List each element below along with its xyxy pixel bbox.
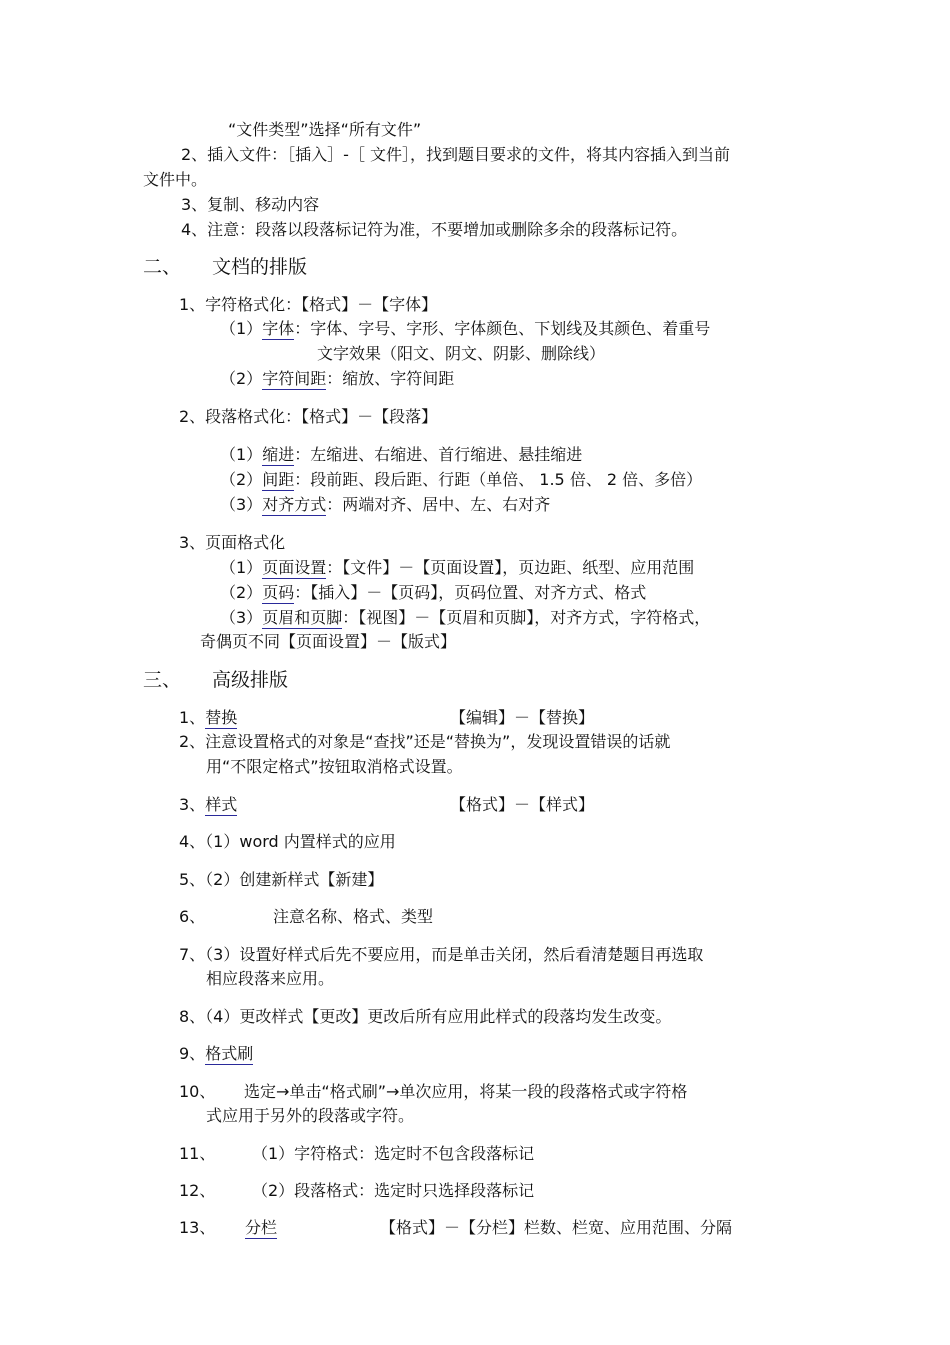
text-line: （2）页码：【插入】－【页码】，页码位置、对齐方式、格式 [220, 583, 647, 602]
menu-path: 【格式】－【分栏】栏数、栏宽、应用范围、分隔 [380, 1218, 733, 1237]
underlined-term: 字符间距 [262, 369, 327, 388]
underlined-term: 格式刷 [205, 1044, 254, 1063]
text-line: 7、（3）设置好样式后先不要应用，而是单击关闭，然后看清楚题目再选取 [179, 945, 704, 964]
text-line: 2、注意设置格式的对象是“查找”还是“替换为”，发现设置错误的话就 [179, 732, 671, 751]
text-line: 文件中。 [143, 170, 208, 189]
text-line: 3、复制、移动内容 [181, 195, 320, 214]
text-line: 1、替换 [179, 708, 238, 727]
underlined-term: 字体 [262, 319, 295, 338]
text-line: 奇偶页不同【页面设置】－【版式】 [200, 632, 457, 651]
section-heading: 高级排版 [212, 669, 289, 691]
text-line: “文件类型”选择“所有文件” [228, 120, 422, 139]
text-line: （1）页面设置：【文件】－【页面设置】，页边距、纸型、应用范围 [220, 558, 695, 577]
underlined-term: 缩进 [262, 445, 295, 464]
text-line: 9、格式刷 [179, 1044, 254, 1063]
text-line: 1、字符格式化：【格式】－【字体】 [179, 295, 438, 314]
text-line: 6、 [179, 907, 206, 926]
text-line: 13、 [179, 1218, 216, 1237]
text-line: 2、段落格式化：【格式】－【段落】 [179, 407, 438, 426]
text-line: 2、插入文件：［插入］-［ 文件］，找到题目要求的文件，将其内容插入到当前 [181, 145, 731, 164]
menu-path: 【编辑】－【替换】 [450, 708, 595, 727]
text-line: 8、（4）更改样式【更改】更改后所有应用此样式的段落均发生改变。 [179, 1007, 672, 1026]
text-line: 4、注意：段落以段落标记符为准，不要增加或删除多余的段落标记符。 [181, 220, 688, 239]
text-line: 注意名称、格式、类型 [273, 907, 434, 926]
text-line: 3、样式 [179, 795, 238, 814]
text-line: （3）页眉和页脚：【视图】－【页眉和页脚】，对齐方式，字符格式， [220, 608, 711, 627]
underlined-term: 间距 [262, 470, 295, 489]
text-line: 3、页面格式化 [179, 533, 286, 552]
menu-path: 【格式】－【样式】 [450, 795, 595, 814]
text-line: （2）字符间距：缩放、字符间距 [220, 369, 455, 388]
text-line: （1）字体：字体、字号、字形、字体颜色、下划线及其颜色、着重号 [220, 319, 711, 338]
text-line: 12、 [179, 1181, 216, 1200]
underlined-term: 页眉和页脚 [262, 608, 343, 627]
text-line: 10、 [179, 1082, 216, 1101]
underlined-term: 分栏 [245, 1218, 278, 1237]
text-line: 4、（1）word 内置样式的应用 [179, 832, 396, 851]
section-heading: 文档的排版 [212, 256, 308, 278]
underlined-term: 对齐方式 [262, 495, 327, 514]
underlined-term: 页码 [262, 583, 295, 602]
text-line: 用“不限定格式”按钮取消格式设置。 [206, 757, 463, 776]
section-heading-number: 三、 [143, 669, 182, 691]
text-line: （1）缩进：左缩进、右缩进、首行缩进、悬挂缩进 [220, 445, 583, 464]
underlined-term: 页面设置 [262, 558, 327, 577]
text-line: 相应段落来应用。 [206, 969, 335, 988]
text-line: （2）段落格式：选定时只选择段落标记 [252, 1181, 535, 1200]
text-line: （1）字符格式：选定时不包含段落标记 [252, 1144, 535, 1163]
underlined-term: 样式 [205, 795, 238, 814]
section-heading-number: 二、 [143, 256, 182, 278]
underlined-term: 替换 [205, 708, 238, 727]
text-line: 式应用于另外的段落或字符。 [206, 1106, 415, 1125]
text-line: 选定→单击“格式刷”→单次应用，将某一段的段落格式或字符格 [244, 1082, 688, 1101]
text-line: （3）对齐方式：两端对齐、居中、左、右对齐 [220, 495, 551, 514]
text-line: 11、 [179, 1144, 216, 1163]
text-line: 文字效果（阳文、阴文、阴影、删除线） [317, 344, 606, 363]
text-line: （2）间距：段前距、段后距、行距（单倍、 1.5 倍、 2 倍、多倍） [220, 470, 703, 489]
text-line: 5、（2）创建新样式【新建】 [179, 870, 384, 889]
